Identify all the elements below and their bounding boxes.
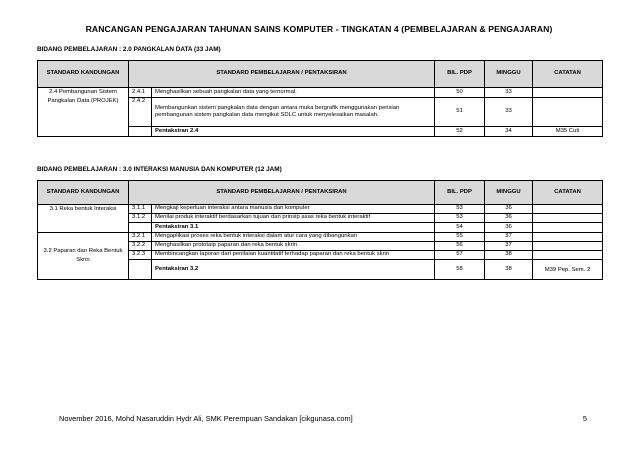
sp-description: Menghasilkan sebuah pangkalan data yang ternormal. [152,88,435,98]
header-standard-kandungan: STANDARD KANDUNGAN [38,61,129,88]
sp-description: Membangunkan sistem pangkalan data dengan antara muka bergrafik menggunakan perisian pembangunan sistem pangkalan data mengikut SDLC untuk menyelesaikan masalah. [152,98,435,127]
standard-kandungan-cell: 3.1 Reka bentuk Interaksi [38,205,129,233]
pentaksiran-label: Pentaksiran 3.1 [152,223,435,233]
section-heading-2-0: BIDANG PEMBELAJARAN : 2.0 PANGKALAN DATA (33 JAM) [37,46,221,53]
header-catatan: CATATAN [533,181,603,205]
sp-code: 2.4.1 [129,88,152,98]
page-footer [59,414,587,423]
sp-code [129,127,152,137]
bil-pdp-value: 58 [435,260,485,280]
table-row [38,233,603,242]
standard-kandungan-cell: 3.2 Paparan dan Reka Bentuk Skrin [38,233,129,280]
bil-pdp-value: 50 [435,88,485,98]
sp-description: Menilai produk interaktif berdasarkan tujuan dan prinsip asas reka bentuk interaktif [152,214,435,223]
sp-code: 3.1.1 [129,205,152,214]
sp-description: Membincangkan laporan dari penilaian kuantitatif terhadap paparan dan reka bentuk skrin [152,251,435,260]
minggu-value: 36 [485,214,533,223]
table-row [38,205,603,214]
table-pangkalan-data [37,60,603,137]
table-row [38,88,603,98]
header-minggu: MINGGU [485,61,533,88]
pentaksiran-label: Pentaksiran 2.4 [152,127,435,137]
sp-code [129,223,152,233]
minggu-value: 37 [485,233,533,242]
minggu-value: 36 [485,223,533,233]
catatan-value: M39 Pep. Sem. 2 [533,260,603,280]
catatan-value [533,251,603,260]
sp-code: 2.4.2 [129,98,152,127]
minggu-value: 38 [485,260,533,280]
table-interaksi-manusia-komputer [37,180,603,280]
sp-description: Menghasilkan prototaip paparan dan reka bentuk skrin [152,242,435,251]
page-title: RANCANGAN PENGAJARAN TAHUNAN SAINS KOMPUTER - TINGKATAN 4 (PEMBELAJARAN & PENGAJARAN) [85,24,553,34]
header-standard-pembelajaran: STANDARD PEMBELAJARAN / PENTAKSIRAN [129,181,435,205]
section-heading-3-0: BIDANG PEMBELAJARAN : 3.0 INTERAKSI MANUSIA DAN KOMPUTER (12 JAM) [37,166,282,173]
minggu-value: 34 [485,127,533,137]
header-minggu: MINGGU [485,181,533,205]
sp-description: Mengaplikasi proses reka bentuk interaksi dalam atur cara yang dibangunkan [152,233,435,242]
minggu-value: 37 [485,242,533,251]
bil-pdp-value: 56 [435,242,485,251]
table-header-row [38,181,603,205]
sp-code: 3.1.2 [129,214,152,223]
catatan-value [533,223,603,233]
catatan-value [533,88,603,98]
catatan-value [533,214,603,223]
sp-code [129,260,152,280]
bil-pdp-value: 54 [435,223,485,233]
catatan-value: M35 Cuti [533,127,603,137]
bil-pdp-value: 55 [435,233,485,242]
minggu-value: 36 [485,205,533,214]
catatan-value [533,205,603,214]
header-bil-pdp: BIL. PDP [435,61,485,88]
footer-text: November 2016, Mohd Nasaruddin Hydr Ali, SMK Perempuan Sandakan [cikgunasa.com] [59,414,353,423]
sp-code: 3.2.2 [129,242,152,251]
standard-kandungan-cell: 2.4 Pembangunan Sistem Pangkalan Data (PROJEK) [38,88,129,137]
bil-pdp-value: 51 [435,98,485,127]
bil-pdp-value: 53 [435,205,485,214]
minggu-value: 33 [485,98,533,127]
bil-pdp-value: 53 [435,214,485,223]
minggu-value: 33 [485,88,533,98]
sp-code: 3.2.3 [129,251,152,260]
header-bil-pdp: BIL. PDP [435,181,485,205]
catatan-value [533,233,603,242]
bil-pdp-value: 57 [435,251,485,260]
header-catatan: CATATAN [533,61,603,88]
pentaksiran-label: Pentaksiran 3.2 [152,260,435,280]
bil-pdp-value: 52 [435,127,485,137]
minggu-value: 38 [485,251,533,260]
catatan-value [533,98,603,127]
sp-code: 3.2.1 [129,233,152,242]
sp-description: Mengkaji keperluan interaksi antara manusia dan komputer [152,205,435,214]
table-header-row [38,61,603,88]
header-standard-pembelajaran: STANDARD PEMBELAJARAN / PENTAKSIRAN [129,61,435,88]
catatan-value [533,242,603,251]
page-number: 5 [582,414,587,423]
header-standard-kandungan: STANDARD KANDUNGAN [38,181,129,205]
